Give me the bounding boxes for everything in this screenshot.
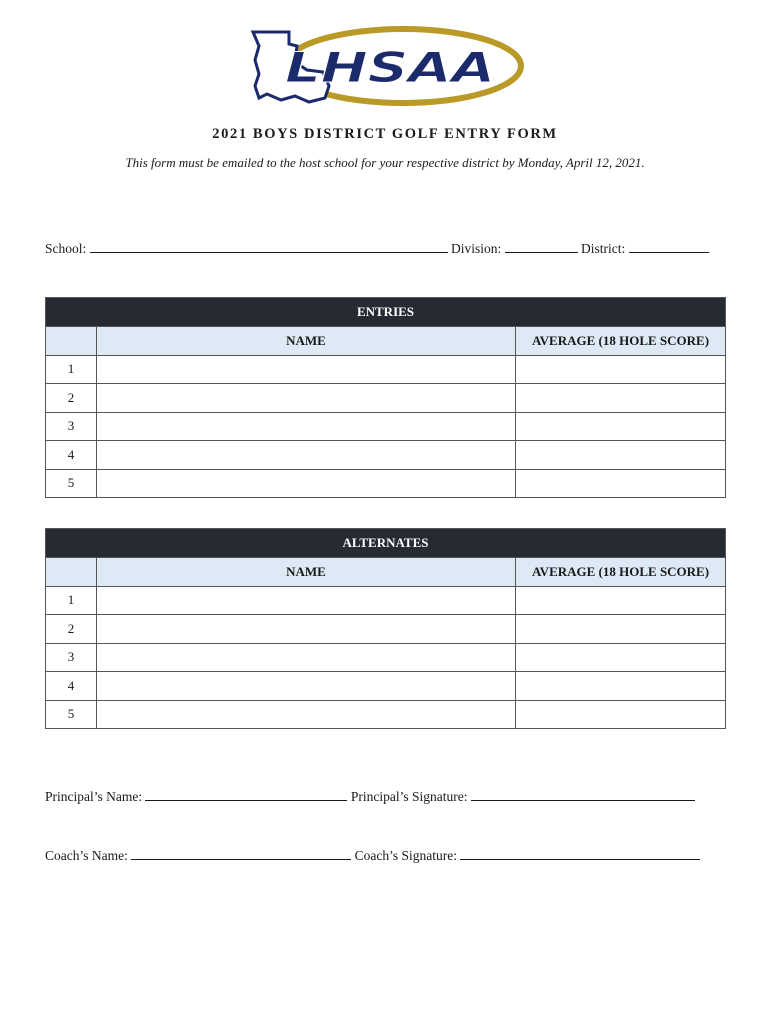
school-field[interactable] — [90, 240, 448, 253]
entries-average-header: AVERAGE (18 HOLE SCORE) — [516, 327, 726, 356]
entries-table — [45, 297, 726, 498]
svg-text:LHSAA: LHSAA — [285, 43, 495, 92]
average-cell[interactable] — [516, 615, 726, 644]
table-row — [46, 672, 726, 701]
division-label: Division: — [451, 241, 502, 256]
row-number: 4 — [46, 672, 97, 701]
table-row — [46, 384, 726, 413]
coach-signature-label: Coach’s Signature: — [354, 848, 457, 863]
row-number: 5 — [46, 469, 97, 498]
name-cell[interactable] — [97, 469, 516, 498]
row-number: 4 — [46, 441, 97, 470]
table-row — [46, 615, 726, 644]
alternates-average-header: AVERAGE (18 HOLE SCORE) — [516, 558, 726, 587]
table-row — [46, 412, 726, 441]
name-cell[interactable] — [97, 672, 516, 701]
alternates-table — [45, 528, 726, 729]
school-label: School: — [45, 241, 87, 256]
table-row — [46, 441, 726, 470]
entries-heading: ENTRIES — [46, 298, 726, 327]
row-number: 1 — [46, 355, 97, 384]
coach-name-label: Coach’s Name: — [45, 848, 128, 863]
name-cell[interactable] — [97, 355, 516, 384]
row-number: 5 — [46, 700, 97, 729]
table-row — [46, 700, 726, 729]
name-cell[interactable] — [97, 700, 516, 729]
table-row — [46, 643, 726, 672]
average-cell[interactable] — [516, 469, 726, 498]
row-number: 2 — [46, 615, 97, 644]
principal-line — [45, 788, 695, 805]
principal-signature-label: Principal’s Signature: — [350, 789, 468, 804]
principal-name-field[interactable] — [145, 788, 347, 801]
table-row — [46, 355, 726, 384]
average-cell[interactable] — [516, 355, 726, 384]
entries-name-header: NAME — [97, 327, 516, 356]
principal-name-label: Principal’s Name: — [45, 789, 143, 804]
form-title: 2021 BOYS DISTRICT GOLF ENTRY FORM — [212, 126, 558, 142]
form-subtitle: This form must be emailed to the host school for your respective district by Monday, April 12, 2021. — [125, 155, 645, 170]
alternates-name-header: NAME — [97, 558, 516, 587]
average-cell[interactable] — [516, 412, 726, 441]
alternates-num-header — [46, 558, 97, 587]
table-row — [46, 469, 726, 498]
row-number: 3 — [46, 412, 97, 441]
school-line — [45, 240, 709, 257]
average-cell[interactable] — [516, 441, 726, 470]
average-cell[interactable] — [516, 643, 726, 672]
principal-signature-field[interactable] — [471, 788, 695, 801]
entries-num-header — [46, 327, 97, 356]
coach-signature-field[interactable] — [460, 847, 700, 860]
name-cell[interactable] — [97, 643, 516, 672]
alternates-heading: ALTERNATES — [46, 529, 726, 558]
table-row — [46, 586, 726, 615]
name-cell[interactable] — [97, 412, 516, 441]
average-cell[interactable] — [516, 700, 726, 729]
name-cell[interactable] — [97, 615, 516, 644]
name-cell[interactable] — [97, 441, 516, 470]
average-cell[interactable] — [516, 672, 726, 701]
coach-name-field[interactable] — [131, 847, 351, 860]
district-field[interactable] — [629, 240, 709, 253]
division-field[interactable] — [505, 240, 578, 253]
district-label: District: — [581, 241, 626, 256]
lhsaa-logo — [245, 22, 525, 108]
row-number: 1 — [46, 586, 97, 615]
name-cell[interactable] — [97, 384, 516, 413]
average-cell[interactable] — [516, 384, 726, 413]
average-cell[interactable] — [516, 586, 726, 615]
row-number: 3 — [46, 643, 97, 672]
row-number: 2 — [46, 384, 97, 413]
name-cell[interactable] — [97, 586, 516, 615]
coach-line — [45, 847, 700, 864]
